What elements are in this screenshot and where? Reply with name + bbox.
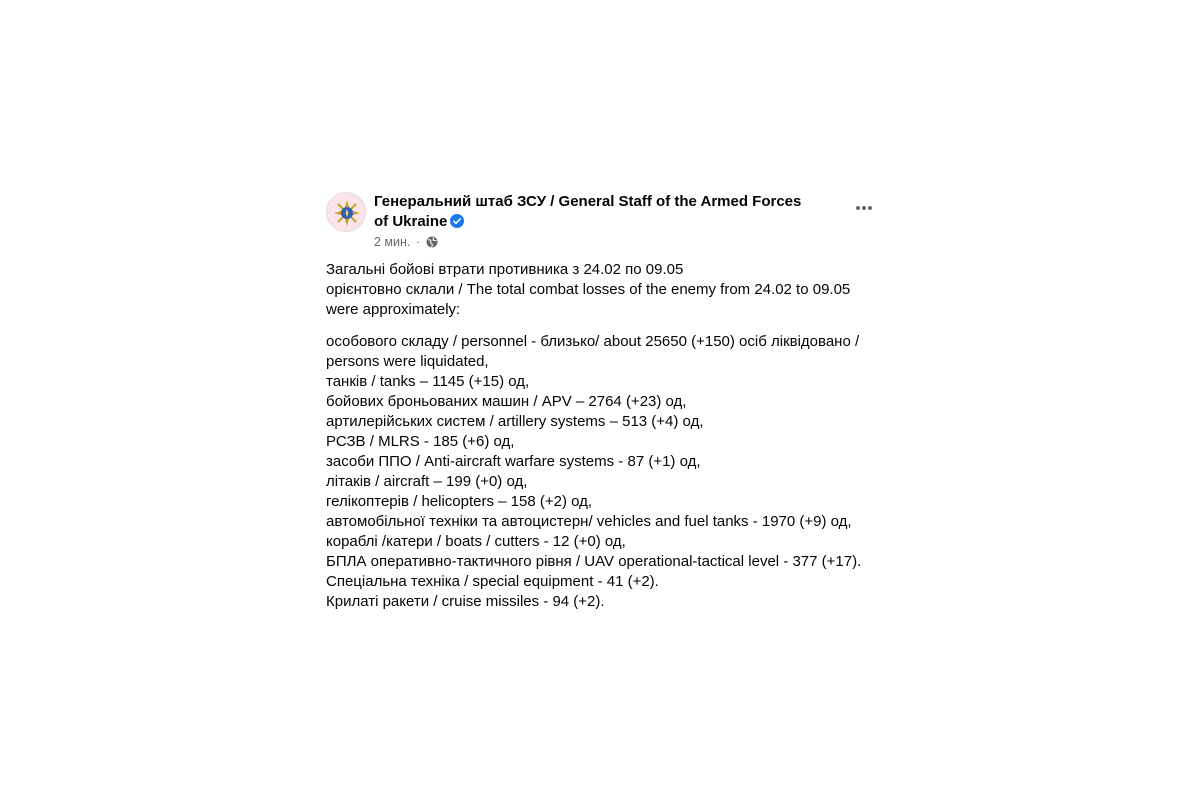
emblem-icon <box>327 193 366 232</box>
loss-line: РСЗВ / MLRS - 185 (+6) од, <box>326 433 515 450</box>
more-options-button[interactable] <box>850 198 878 218</box>
post-header <box>326 192 878 254</box>
post-body <box>326 260 878 612</box>
loss-line: засоби ППО / Anti-aircraft warfare systems - 87 (+1) од, <box>326 453 701 470</box>
intro-line: were approximately: <box>326 301 461 318</box>
post-meta <box>374 234 438 252</box>
loss-line: Крилаті ракети / cruise missiles - 94 (+2). <box>326 593 605 610</box>
facebook-post <box>326 192 878 624</box>
loss-line: бойових броньованих машин / APV ‒ 2764 (+23) од, <box>326 393 687 410</box>
page-avatar[interactable] <box>326 192 366 232</box>
intro-paragraph <box>326 260 878 320</box>
loss-line: persons were liquidated, <box>326 353 489 370</box>
loss-line: автомобільної техніки та автоцистерн/ vehicles and fuel tanks - 1970 (+9) од, <box>326 513 852 530</box>
loss-line: Спеціальна техніка / special equipment - 41 (+2). <box>326 573 659 590</box>
globe-icon[interactable] <box>426 236 438 252</box>
loss-line: літаків / aircraft – 199 (+0) од, <box>326 473 528 490</box>
loss-line: БПЛА оперативно-тактичного рівня / UAV operational-tactical level - 377 (+17). <box>326 553 862 570</box>
loss-line: танків / tanks ‒ 1145 (+15) од, <box>326 373 530 390</box>
post-timestamp[interactable]: 2 мин. <box>374 235 411 249</box>
meta-separator: · <box>415 235 421 249</box>
page-name[interactable] <box>374 192 814 234</box>
loss-line: особового складу / personnel - близько/ about 25650 (+150) осіб ліквідовано / <box>326 333 860 350</box>
intro-line: орієнтовно склали / The total combat losses of the enemy from 24.02 to 09.05 <box>326 281 851 298</box>
verified-badge-icon <box>450 214 464 234</box>
more-options-icon <box>855 205 873 211</box>
loss-line: кораблі /катери / boats / cutters - 12 (+0) од, <box>326 533 626 550</box>
intro-line: Загальні бойові втрати противника з 24.02 по 09.05 <box>326 261 684 278</box>
loss-line: артилерійських систем / artillery systems – 513 (+4) од, <box>326 413 704 430</box>
losses-list <box>326 332 878 612</box>
page-name-text[interactable]: Генеральний штаб ЗСУ / General Staff of the Armed Forces of Ukraine <box>374 193 802 230</box>
loss-line: гелікоптерів / helicopters – 158 (+2) од, <box>326 493 593 510</box>
